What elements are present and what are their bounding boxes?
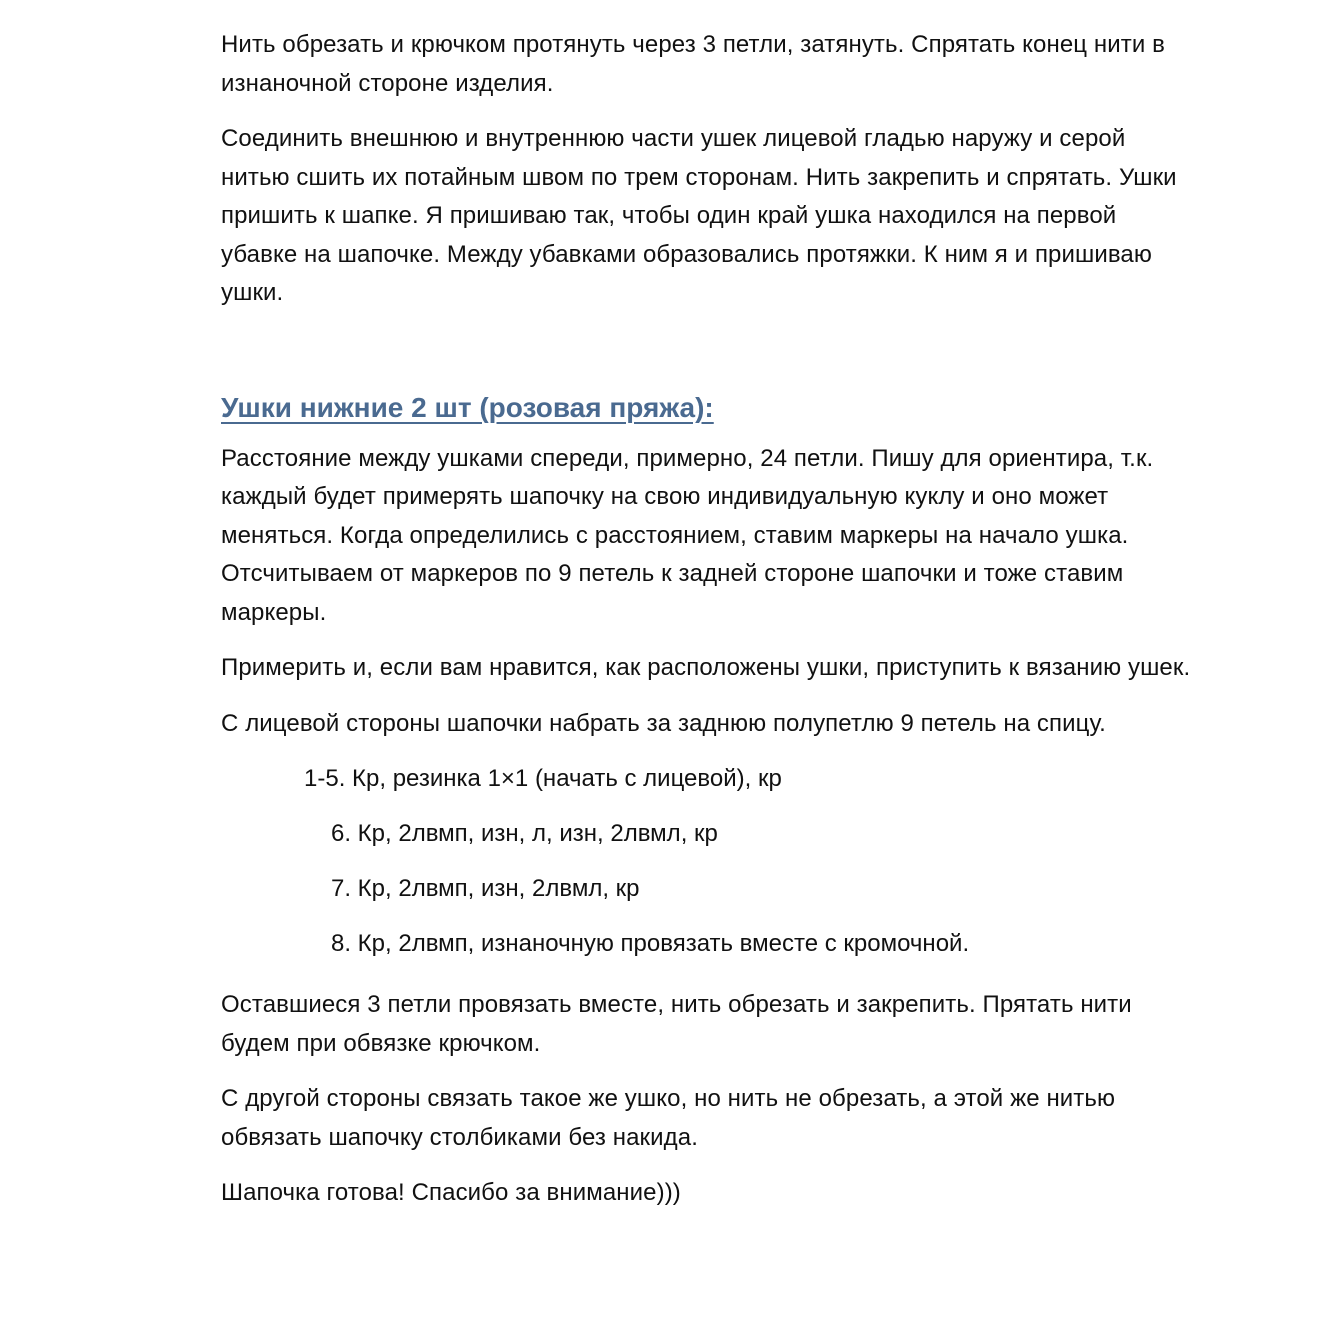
step-6: 6. Кр, 2лвмп, изн, л, изн, 2лвмл, кр — [331, 820, 718, 847]
paragraph-other-side: С другой стороны связать такое же ушко, но нить не обрезать, а этой же нитью обвязать шапочку столбиками без накида. — [221, 1085, 1116, 1151]
step-7: 7. Кр, 2лвмп, изн, 2лвмл, кр — [331, 875, 640, 902]
knitting-steps-list — [221, 760, 1191, 980]
paragraph-finish: Шапочка готова! Спасибо за внимание))) — [221, 1179, 681, 1206]
paragraph-cut-thread: Нить обрезать и крючком протянуть через 3 петли, затянуть. Спрятать конец нити в изнаночной стороне изделия. — [221, 31, 1165, 97]
step-1-5: 1-5. Кр, резинка 1×1 (начать с лицевой), кр — [304, 765, 782, 792]
paragraph-join-ears: Соединить внешнюю и внутреннюю части ушек лицевой гладью наружу и серой нитью сшить их потайным швом по трем сторонам. Нить закрепить и спрятать. Ушки пришить к шапке. Я пришиваю так, чтобы один край ушка находился на первой убавке на шапочке. Между убавками образовались протяжки. К ним я и пришиваю ушки. — [221, 125, 1177, 306]
paragraph-try-on: Примерить и, если вам нравится, как расположены ушки, приступить к вязанию ушек. — [221, 654, 1191, 681]
document-page — [221, 26, 1191, 1230]
section-heading-lower-ears: Ушки нижние 2 шт (розовая пряжа): — [221, 391, 714, 423]
paragraph-remaining-loops: Оставшиеся 3 петли провязать вместе, нить обрезать и закрепить. Прятать нити будем при обвязке крючком. — [221, 991, 1132, 1057]
step-8: 8. Кр, 2лвмп, изнаночную провязать вместе с кромочной. — [331, 930, 970, 957]
paragraph-cast-on: С лицевой стороны шапочки набрать за заднюю полупетлю 9 петель на спицу. — [221, 709, 1106, 737]
paragraph-distance: Расстояние между ушками спереди, примерно, 24 петли. Пишу для ориентира, т.к. каждый будет примерять шапочку на свою индивидуальную куклу и оно может меняться. Когда определились с расстоянием, ставим маркеры на начало ушка. Отсчитываем от маркеров по 9 петель к задней стороне шапочки и тоже ставим маркеры. — [221, 444, 1154, 626]
section-spacer — [221, 330, 1191, 386]
